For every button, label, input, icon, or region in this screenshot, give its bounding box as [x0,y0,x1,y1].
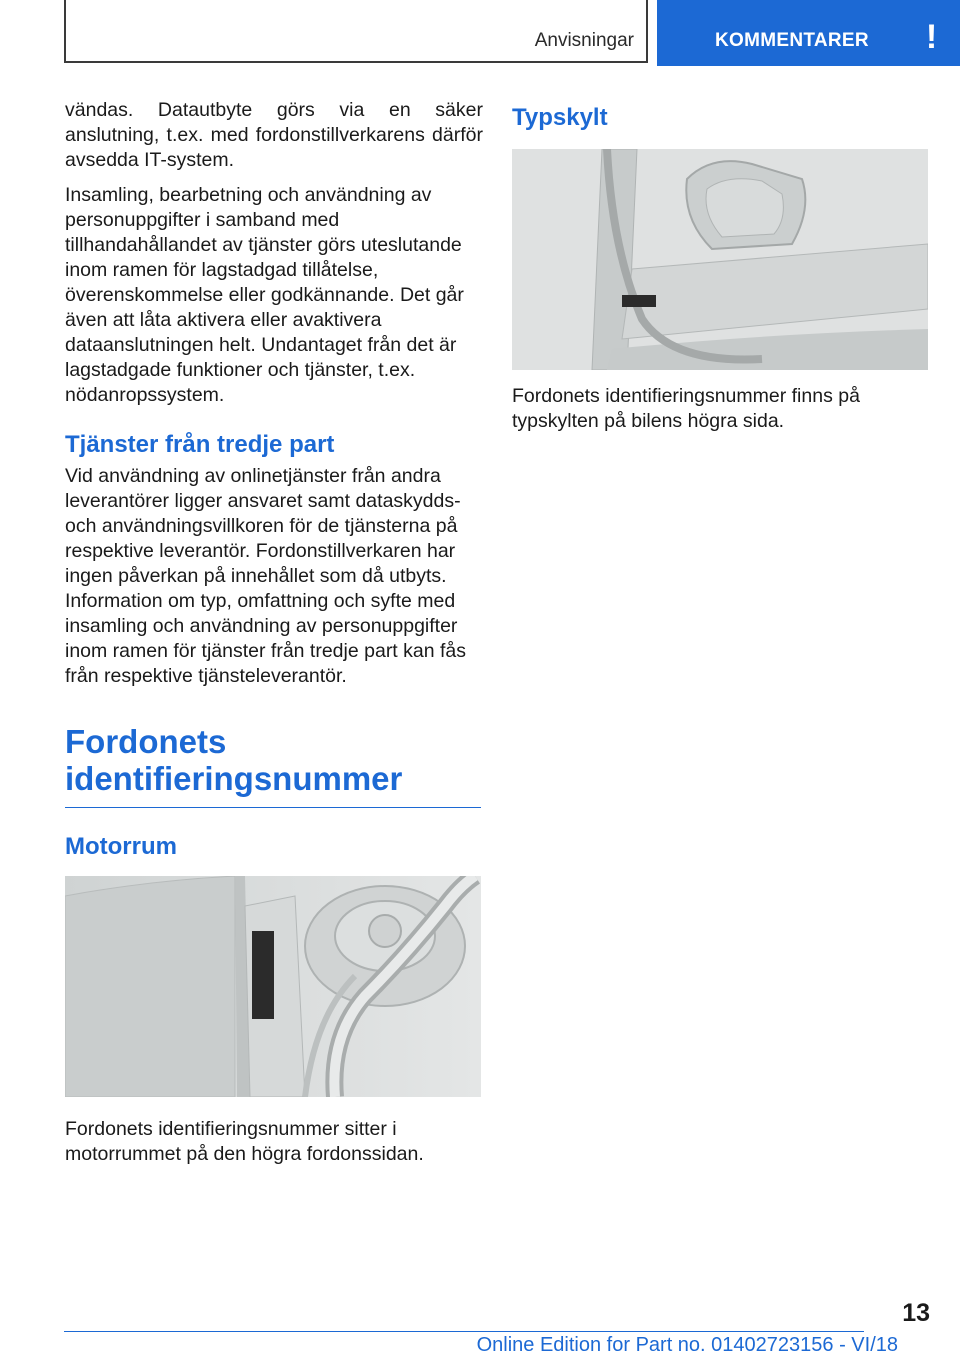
left-column [65,98,483,1177]
page-number: 13 [902,1299,930,1327]
paragraph-personal-data: Insamling, bearbetning och användning av personuppgifter i samband med tillhandahållandet av tjänster görs uteslutande inom ramen för lagstadgad tillåtelse, överenskommelse eller godkännande. Det går även att låta aktivera eller avaktivera dataanslutningen helt. Undantaget från det är lagstadgade funktioner och tjänster, t.ex. nödanropssystem. [65,184,464,406]
right-column [512,98,928,444]
exclamation-icon: ! [925,18,938,56]
heading-third-party-services: Tjänster från tredje part [65,431,335,458]
footer-edition-text: Online Edition for Part no. 01402723156 - VI/18 [476,1334,898,1356]
main-heading-line2: identifieringsnummer [65,760,403,797]
header-section-label: Anvisningar [534,30,634,51]
engine-compartment-illustration [65,876,481,1097]
heading-type-plate: Typskylt [512,104,608,131]
tab-kommentarer-label: KOMMENTARER [715,30,869,51]
tab-kommentarer[interactable] [657,0,903,66]
type-plate-drawing [512,149,928,370]
header-section-box [64,0,648,63]
type-plate-illustration [512,149,928,370]
heading-engine-compartment: Motorrum [65,833,177,860]
engine-compartment-drawing [65,876,481,1097]
paragraph-third-party: Vid användning av onlinetjänster från andra leverantörer ligger ansvaret samt dataskydds- och användningsvillkoren för de tjänsterna på respektive leverantör. Fordonstillverkaren har ingen påverkan på innehållet som då utbyts. Information om typ, omfattning och syfte med insamling och användning av personuppgifter inom ramen för tjänster från tredje part kan fås från respektive tjänsteleverantör. [65,465,467,687]
paragraph-data-exchange: vändas. Datautbyte görs via en säker anslutning, t.ex. med fordonstillverkarens därför avsedda IT-system. [65,99,483,171]
caption-engine-compartment: Fordonets identifieringsnummer sitter i motorrummet på den högra fordonssidan. [65,1118,424,1165]
main-heading-line1: Fordonets [65,723,227,760]
caption-type-plate: Fordonets identifieringsnummer finns på typskylten på bilens högra sida. [512,385,860,432]
footer-divider [64,1331,864,1332]
exclamation-icon-box[interactable] [903,0,960,66]
main-heading-vin [65,723,483,797]
heading-divider [65,807,481,808]
